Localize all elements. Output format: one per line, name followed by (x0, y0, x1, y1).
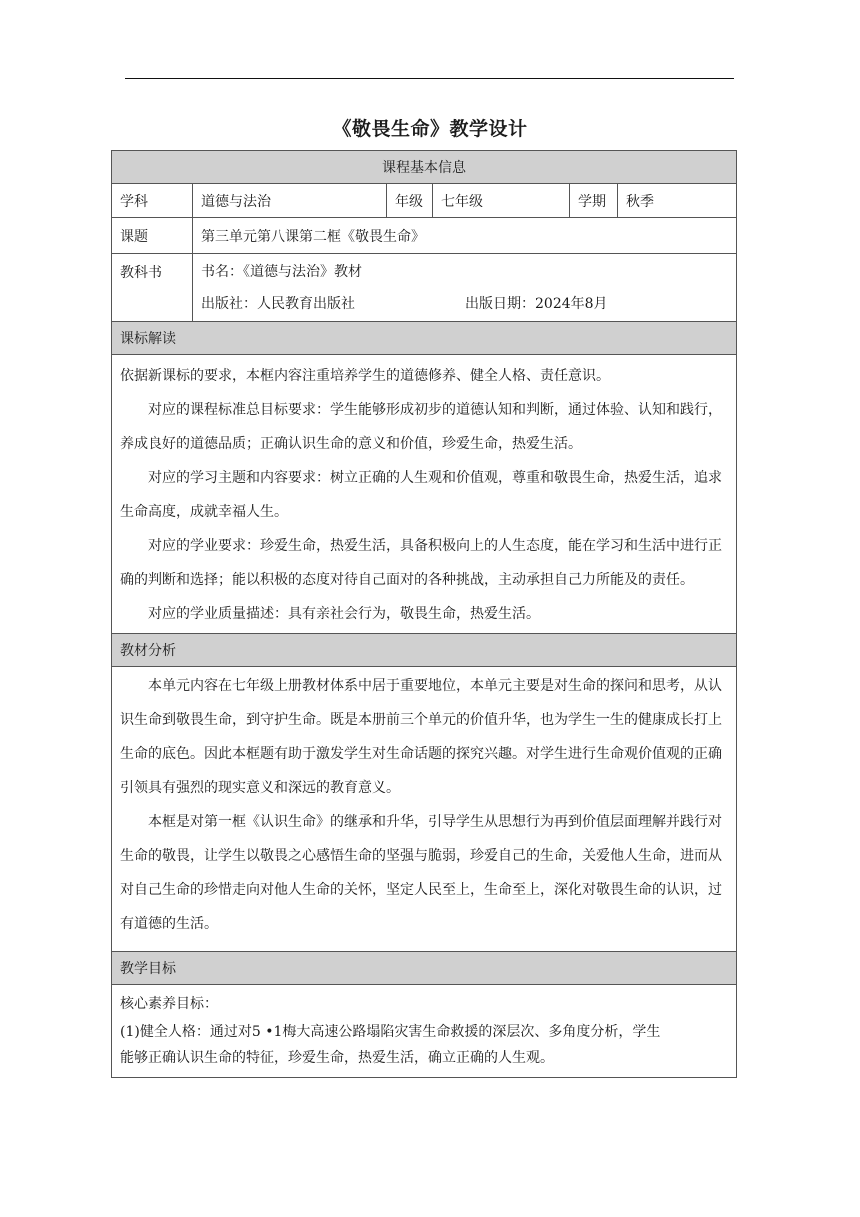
standards-header-row (112, 322, 737, 355)
textbook-label: 教科书 (112, 254, 193, 322)
publisher-line (201, 288, 728, 320)
analysis-body (112, 667, 737, 952)
grade-label: 年级 (387, 184, 433, 218)
standards-body-row (112, 355, 737, 634)
subject-label: 学科 (112, 184, 193, 218)
basic-info-header-row (112, 151, 737, 184)
book-name: 书名：《道德与法治》教材 (201, 264, 362, 280)
standards-paragraph-3: 对应的学习主题和内容要求：树立正确的人生观和价值观，尊重和敬畏生命，热爱生活，追求生命高度，成就幸福人生。 (120, 470, 722, 520)
grade-value: 七年级 (433, 184, 570, 218)
publisher: 出版社：人民教育出版社 (201, 296, 355, 312)
textbook-info (193, 254, 737, 322)
standards-header: 课标解读 (112, 322, 737, 355)
standards-paragraph-4: 对应的学业要求：珍爱生命，热爱生活，具备积极向上的人生态度，能在学习和生活中进行正确的判断和选择；能以积极的态度对待自己面对的各种挑战，主动承担自己力所能及的责任。 (120, 538, 722, 588)
header-rule (125, 78, 734, 79)
basic-info-header: 课程基本信息 (112, 151, 737, 184)
objectives-body-row (112, 985, 737, 1078)
standards-paragraph-1: 依据新课标的要求，本框内容注重培养学生的道德修养、健全人格、责任意识。 (120, 368, 610, 384)
objectives-item-1-line-1: (1)健全人格：通过对5 •1梅大高速公路塌陷灾害生命救援的深层次、多角度分析，学生 (120, 1024, 661, 1040)
objectives-core-label: 核心素养目标： (120, 996, 218, 1012)
term-value: 秋季 (618, 184, 737, 218)
objectives-item-1-line-2: 能够正确认识生命的特征，珍爱生命，热爱生活，确立正确的人生观。 (120, 1050, 554, 1066)
topic-row (112, 218, 737, 254)
lesson-plan-table (111, 150, 737, 1078)
analysis-header: 教材分析 (112, 634, 737, 667)
analysis-body-row (112, 667, 737, 952)
analysis-paragraph-2: 本框是对第一框《认识生命》的继承和升华，引导学生从思想行为再到价值层面理解并践行对生命的敬畏，让学生以敬畏之心感悟生命的坚强与脆弱，珍爱自己的生命，关爱他人生命，进而从对自己生命的珍惜走向对他人生命的关怀，坚定人民至上，生命至上，深化对敬畏生命的认识，过有道德的生活。 (120, 814, 722, 932)
subject-value: 道德与法治 (193, 184, 387, 218)
standards-paragraph-5: 对应的学业质量描述：具有亲社会行为，敬畏生命，热爱生活。 (148, 606, 540, 622)
subject-row (112, 184, 737, 218)
analysis-paragraph-1: 本单元内容在七年级上册教材体系中居于重要地位，本单元主要是对生命的探问和思考，从认识生命到敬畏生命，到守护生命。既是本册前三个单元的价值升华，也为学生一生的健康成长打上生命的底色。因此本框题有助于激发学生对生命话题的探究兴趣。对学生进行生命观价值观的正确引领具有强烈的现实意义和深远的教育意义。 (120, 678, 722, 796)
topic-value: 第三单元第八课第二框《敬畏生命》 (193, 218, 737, 254)
textbook-row (112, 254, 737, 322)
analysis-header-row (112, 634, 737, 667)
objectives-body (112, 985, 737, 1078)
standards-body (112, 355, 737, 634)
topic-label: 课题 (112, 218, 193, 254)
document-title: 《敬畏生命》教学设计 (332, 118, 528, 140)
term-label: 学期 (570, 184, 618, 218)
objectives-header: 教学目标 (112, 952, 737, 985)
objectives-header-row (112, 952, 737, 985)
standards-paragraph-2: 对应的课程标准总目标要求：学生能够形成初步的道德认知和判断，通过体验、认知和践行，养成良好的道德品质；正确认识生命的意义和价值，珍爱生命，热爱生活。 (120, 402, 722, 452)
publish-date: 出版日期：2024年8月 (465, 296, 608, 312)
